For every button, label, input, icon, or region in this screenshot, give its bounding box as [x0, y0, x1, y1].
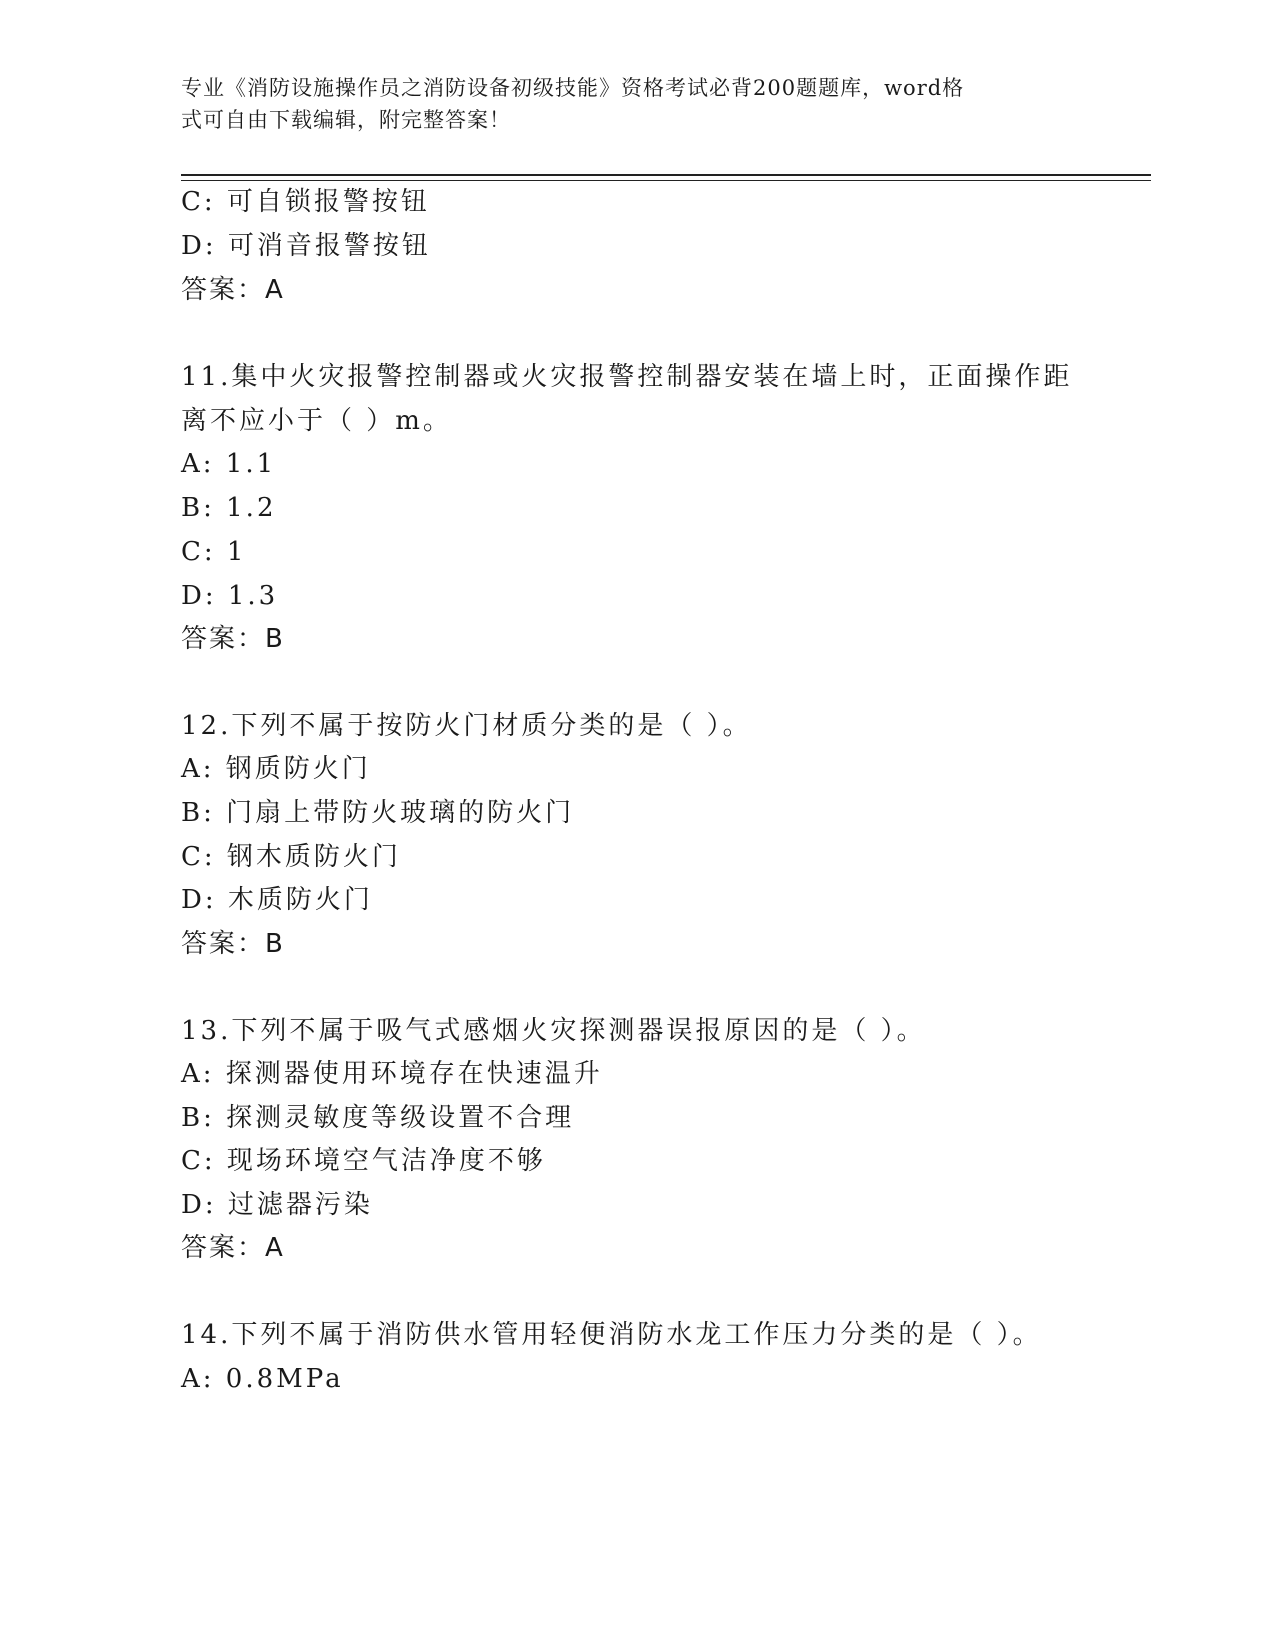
question-11-option-c: C: 1 [181, 537, 247, 567]
question-13-stem: 13.下列不属于吸气式感烟火灾探测器误报原因的是（ ）。 [181, 1016, 926, 1046]
question-11-option-d: D: 1.3 [181, 581, 279, 611]
question-13-option-a: A: 探测器使用环境存在快速温升 [181, 1059, 603, 1089]
option-c: C: 可自锁报警按钮 [181, 187, 430, 217]
header-divider-thick [181, 174, 1151, 176]
answer-label: 答案：A [181, 275, 285, 305]
header-line-2: 式可自由下载编辑，附完整答案！ [181, 108, 511, 132]
question-11-stem-line-2: 离不应小于（ ）m。 [181, 406, 452, 436]
question-13-option-c: C: 现场环境空气洁净度不够 [181, 1146, 546, 1176]
option-d: D: 可消音报警按钮 [181, 231, 431, 261]
question-13-option-b: B: 探测灵敏度等级设置不合理 [181, 1103, 575, 1133]
question-12-option-b: B: 门扇上带防火玻璃的防火门 [181, 798, 575, 828]
question-11-stem-line-1: 11.集中火灾报警控制器或火灾报警控制器安装在墙上时，正面操作距 [181, 362, 1073, 392]
question-13-option-d: D: 过滤器污染 [181, 1190, 373, 1220]
question-14-option-a: A: 0.8MPa [181, 1364, 344, 1394]
header-divider-thin [181, 180, 1151, 181]
question-11-answer: 答案：B [181, 624, 285, 654]
question-14-stem: 14.下列不属于消防供水管用轻便消防水龙工作压力分类的是（ ）。 [181, 1320, 1042, 1350]
question-12-option-d: D: 木质防火门 [181, 885, 373, 915]
question-12-stem: 12.下列不属于按防火门材质分类的是（ ）。 [181, 711, 752, 741]
question-11-option-a: A: 1.1 [181, 449, 277, 479]
question-13-answer: 答案：A [181, 1233, 285, 1263]
document-header [181, 72, 1061, 136]
question-12-option-a: A: 钢质防火门 [181, 754, 371, 784]
question-12-option-c: C: 钢木质防火门 [181, 842, 401, 872]
header-line-1: 专业《消防设施操作员之消防设备初级技能》资格考试必背200题题库，word格 [181, 76, 965, 100]
question-11-option-b: B: 1.2 [181, 493, 277, 523]
question-12-answer: 答案：B [181, 929, 285, 959]
